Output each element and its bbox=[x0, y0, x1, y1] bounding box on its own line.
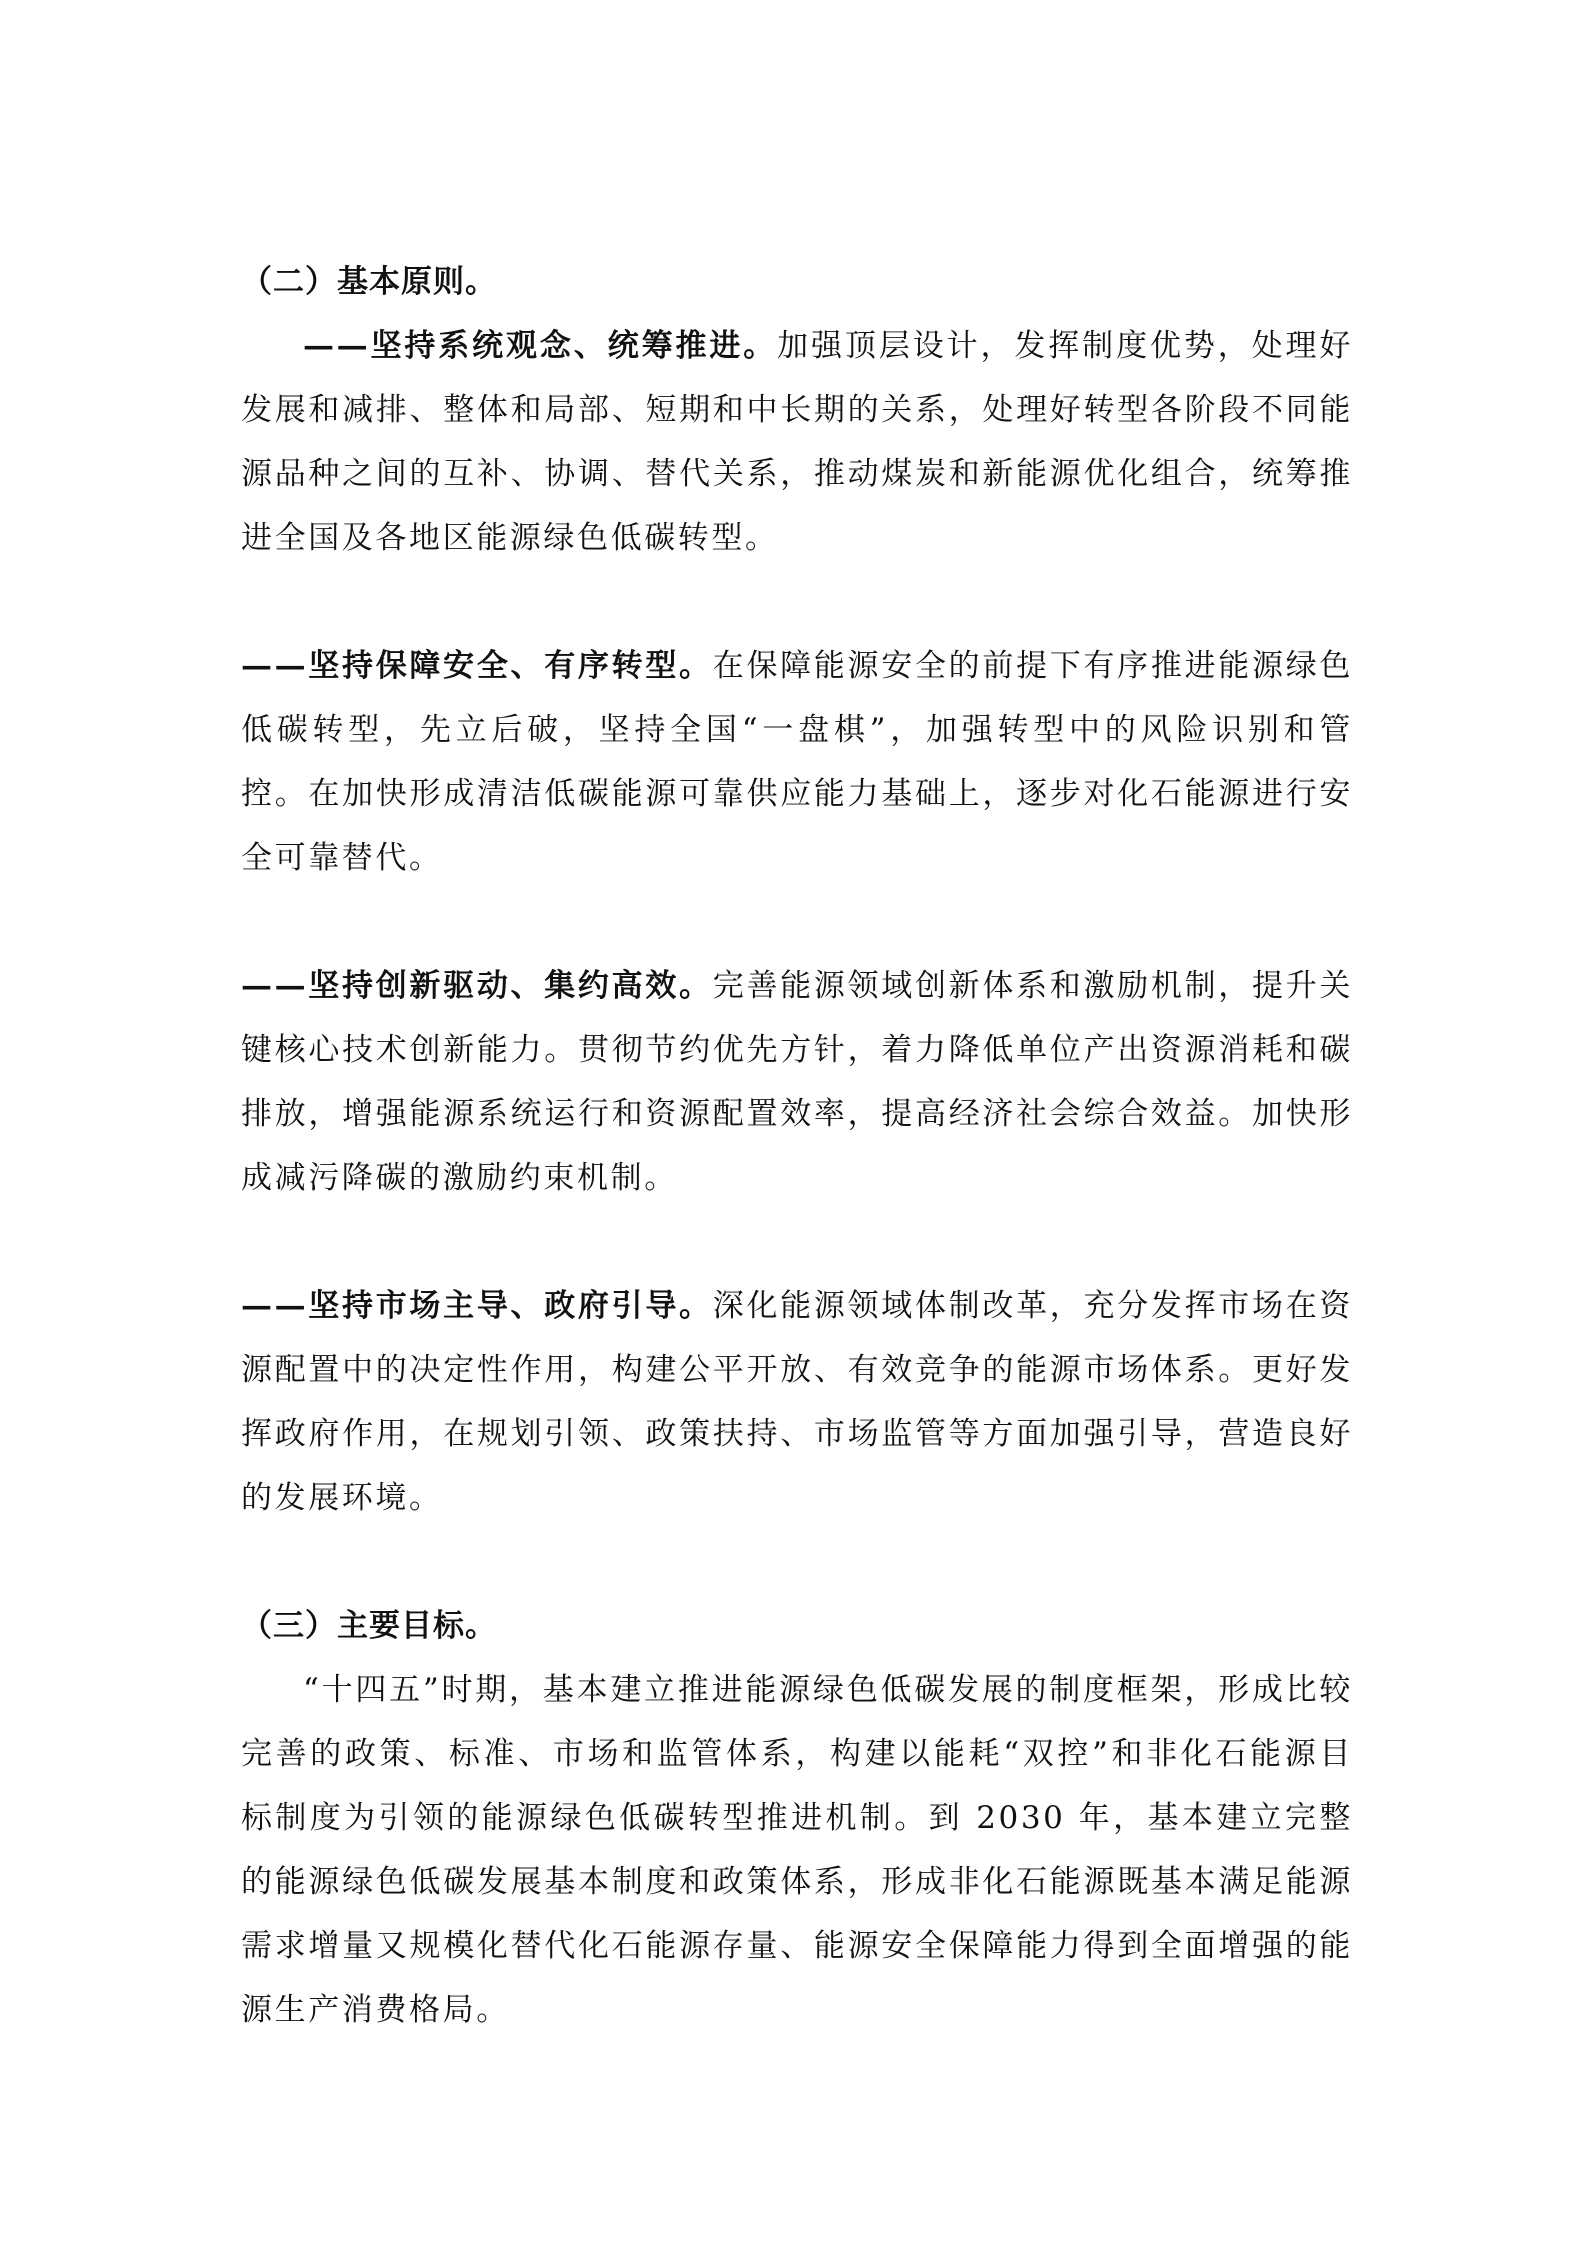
principle-body: 深化能源领域体制改革，充分发挥市场在资源配置中的决定性作用，构建公平开放、有效竞争的能源市场体系。更好发挥政府作用，在规划引领、政策扶持、市场监管等方面加强引导，营造良好的发展环境。 bbox=[241, 1288, 1353, 1516]
principle-paragraph-security bbox=[241, 634, 1353, 890]
principle-lead: ——坚持市场主导、政府引导。 bbox=[241, 1288, 713, 1324]
principle-paragraph-market bbox=[241, 1274, 1353, 1530]
section-heading-main-goals: （三）主要目标。 bbox=[241, 1608, 497, 1644]
document-content bbox=[241, 250, 1353, 2042]
principle-paragraph-systematic bbox=[241, 314, 1353, 570]
principle-body: 完善能源领域创新体系和激励机制，提升关键核心技术创新能力。贯彻节约优先方针，着力降低单位产出资源消耗和碳排放，增强能源系统运行和资源配置效率，提高经济社会综合效益。加快形成减污降碳的激励约束机制。 bbox=[241, 968, 1353, 1196]
principle-body: 加强顶层设计，发挥制度优势，处理好发展和减排、整体和局部、短期和中长期的关系，处理好转型各阶段不同能源品种之间的互补、协调、替代关系，推动煤炭和新能源优化组合，统筹推进全国及各地区能源绿色低碳转型。 bbox=[241, 328, 1353, 556]
principle-body: 在保障能源安全的前提下有序推进能源绿色低碳转型，先立后破，坚持全国“一盘棋”，加强转型中的风险识别和管控。在加快形成清洁低碳能源可靠供应能力基础上，逐步对化石能源进行安全可靠替代。 bbox=[241, 648, 1353, 876]
principle-paragraph-innovation bbox=[241, 954, 1353, 1210]
principle-lead: ——坚持系统观念、统筹推进。 bbox=[303, 328, 778, 364]
paragraph-spacer bbox=[241, 890, 1353, 954]
principle-lead: ——坚持创新驱动、集约高效。 bbox=[241, 968, 713, 1004]
principle-lead: ——坚持保障安全、有序转型。 bbox=[241, 648, 713, 684]
paragraph-spacer bbox=[241, 570, 1353, 634]
paragraph-spacer bbox=[241, 1530, 1353, 1594]
goals-paragraph: “十四五”时期，基本建立推进能源绿色低碳发展的制度框架，形成比较完善的政策、标准、市场和监管体系，构建以能耗“双控”和非化石能源目标制度为引领的能源绿色低碳转型推进机制。到 2030 年，基本建立完整的能源绿色低碳发展基本制度和政策体系，形成非化石能源既基本满足能源需求增量又规模化替代化石能源存量、能源安全保障能力得到全面增强的能源生产消费格局。 bbox=[241, 1672, 1353, 2028]
paragraph-spacer bbox=[241, 1210, 1353, 1274]
section-heading-basic-principles: （二）基本原则。 bbox=[241, 264, 497, 300]
